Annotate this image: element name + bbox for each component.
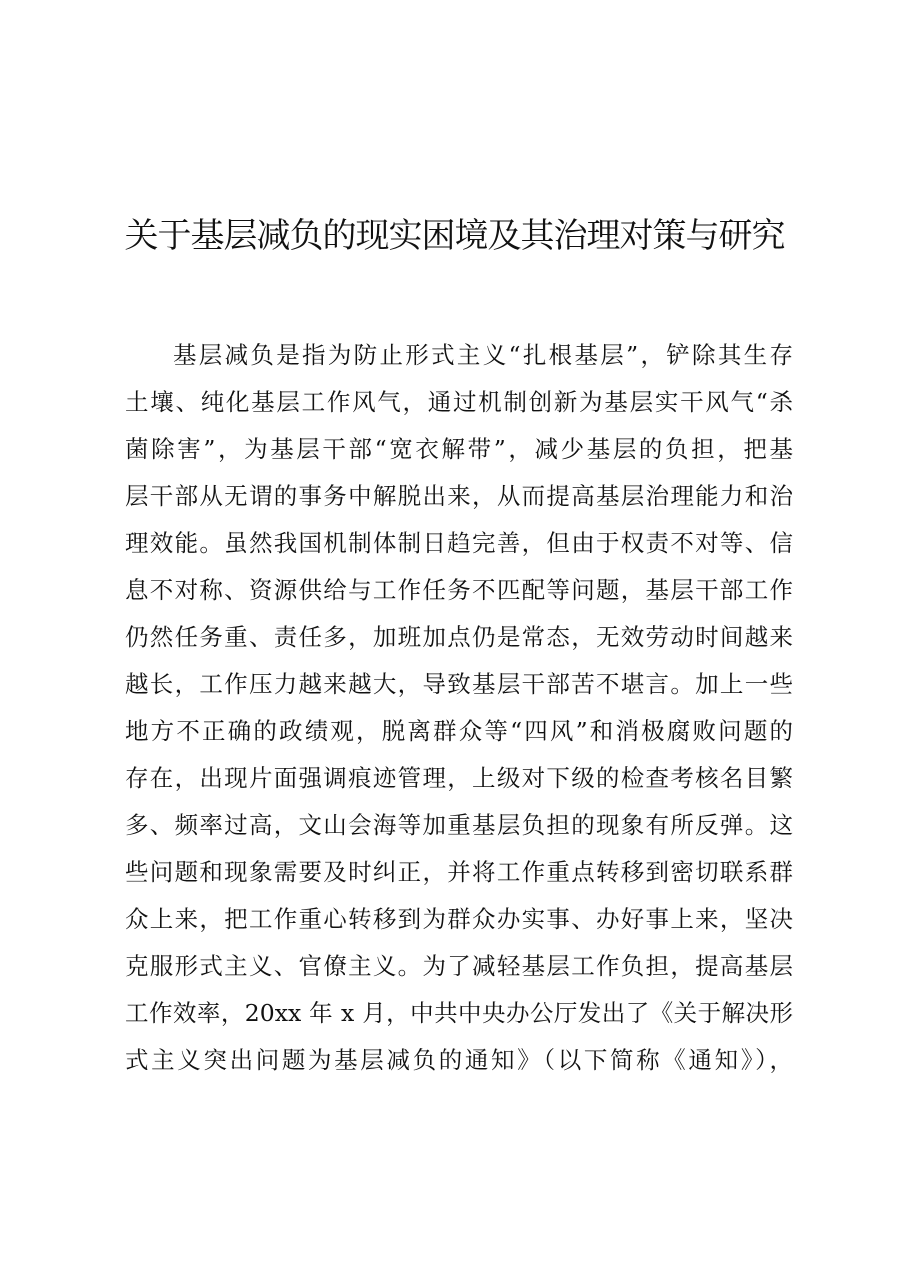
body-line: 菌除害”，为基层干部“宽衣解带”，减少基层的负担，把基 bbox=[125, 435, 793, 463]
body-line: 土壤、纯化基层工作风气，通过机制创新为基层实干风气“杀 bbox=[125, 388, 793, 416]
document-title: 关于基层减负的现实困境及其治理对策与研究 bbox=[124, 216, 785, 256]
body-line: 多、频率过高，文山会海等加重基层负担的现象有所反弹。这 bbox=[125, 811, 793, 839]
body-line: 息不对称、资源供给与工作任务不匹配等问题，基层干部工作 bbox=[125, 576, 793, 604]
body-line: 基层减负是指为防止形式主义“扎根基层”，铲除其生存 bbox=[173, 341, 793, 369]
document-body bbox=[125, 332, 793, 1084]
body-line: 工作效率，20xx 年 x 月，中共中央办公厅发出了《关于解决形 bbox=[125, 999, 793, 1027]
body-line: 理效能。虽然我国机制体制日趋完善，但由于权责不对等、信 bbox=[125, 529, 793, 557]
body-line: 地方不正确的政绩观，脱离群众等“四风”和消极腐败问题的 bbox=[125, 717, 793, 745]
body-line: 仍然任务重、责任多，加班加点仍是常态，无效劳动时间越来 bbox=[125, 623, 793, 651]
body-line: 众上来，把工作重心转移到为群众办实事、办好事上来，坚决 bbox=[125, 905, 793, 933]
body-line: 越长，工作压力越来越大，导致基层干部苦不堪言。加上一些 bbox=[125, 670, 793, 698]
body-line: 些问题和现象需要及时纠正，并将工作重点转移到密切联系群 bbox=[125, 858, 793, 886]
body-line: 克服形式主义、官僚主义。为了减轻基层工作负担，提高基层 bbox=[125, 952, 793, 980]
body-line: 层干部从无谓的事务中解脱出来，从而提高基层治理能力和治 bbox=[125, 482, 793, 510]
body-line: 式主义突出问题为基层减负的通知》（以下简称《通知》）， bbox=[125, 1046, 793, 1074]
body-line: 存在，出现片面强调痕迹管理，上级对下级的检查考核名目繁 bbox=[125, 764, 793, 792]
